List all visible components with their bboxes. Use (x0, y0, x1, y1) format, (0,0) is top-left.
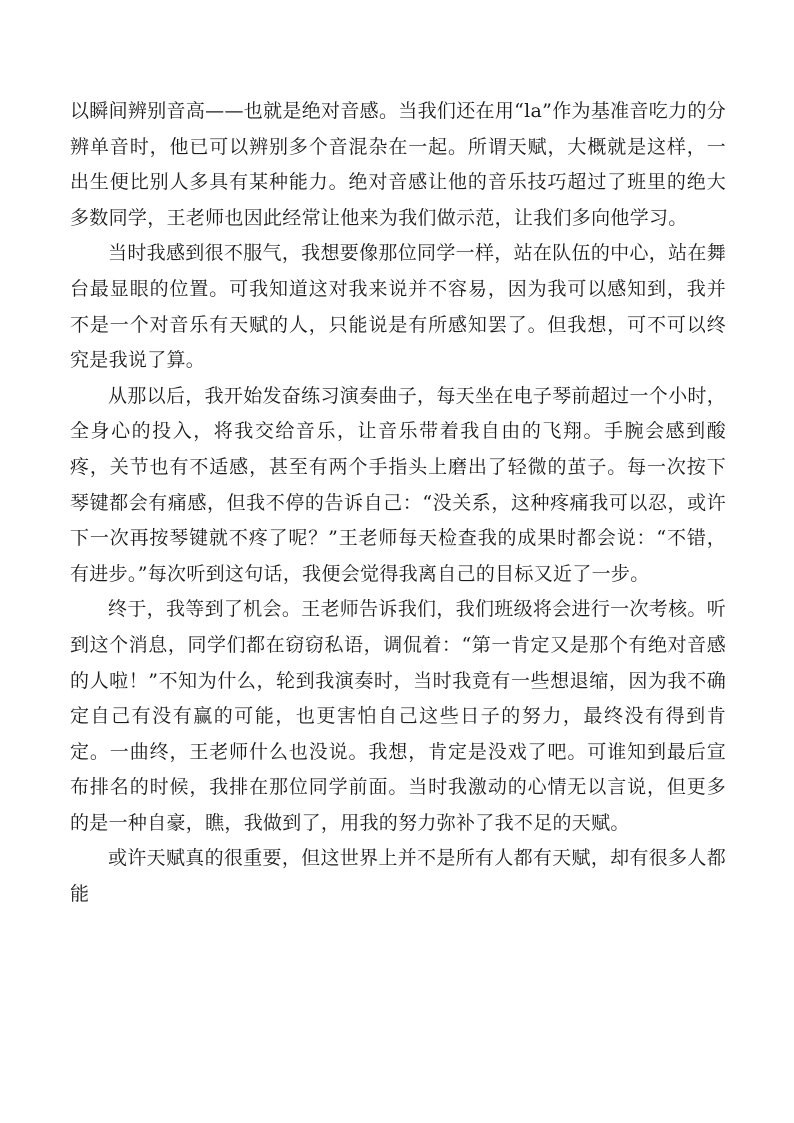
paragraph-5: 或许天赋真的很重要，但这世界上并不是所有人都有天赋，却有很多人都能 (70, 847, 726, 906)
paragraph-1: 以瞬间辨别音高——也就是绝对音感。当我们还在用“la”作为基准音吃力的分辨单音时，他已可以辨别多个音混杂在一起。所谓天赋，大概就是这样，一出生便比别人多具有某种能力。绝对音感让他的音乐技巧超过了班里的绝大多数同学，王老师也因此经常让他来为我们做示范，让我们多向他学习。 (70, 100, 726, 229)
document-page (70, 94, 726, 913)
paragraph-2: 当时我感到很不服气，我想要像那位同学一样，站在队伍的中心，站在舞台最显眼的位置。可我知道这对我来说并不容易，因为我可以感知到，我并不是一个对音乐有天赋的人，只能说是有所感知罢了。但我想，可不可以终究是我说了算。 (70, 242, 726, 372)
paragraph-4: 终于，我等到了机会。王老师告诉我们，我们班级将会进行一次考核。听到这个消息，同学们都在窃窃私语，调侃着：“第一肯定又是那个有绝对音感的人啦！”不知为什么，轮到我演奏时，当时我竟有一些想退缩，因为我不确定自己有没有赢的可能，也更害怕自己这些日子的努力，最终没有得到肯定。一曲终，王老师什么也没说。我想，肯定是没戏了吧。可谁知到最后宣布排名的时候，我排在那位同学前面。当时我激动的心情无以言说，但更多的是一种自豪，瞧，我做到了，用我的努力弥补了我不足的天赋。 (70, 598, 726, 834)
paragraph-3: 从那以后，我开始发奋练习演奏曲子，每天坐在电子琴前超过一个小时，全身心的投入，将我交给音乐，让音乐带着我自由的飞翔。手腕会感到酸疼，关节也有不适感，甚至有两个手指头上磨出了轻微的茧子。每一次按下琴键都会有痛感，但我不停的告诉自己：“没关系，这种疼痛我可以忍，或许下一次再按琴键就不疼了呢？”王老师每天检查我的成果时都会说：“不错，有进步。”每次听到这句话，我便会觉得我离自己的目标又近了一步。 (70, 384, 726, 585)
